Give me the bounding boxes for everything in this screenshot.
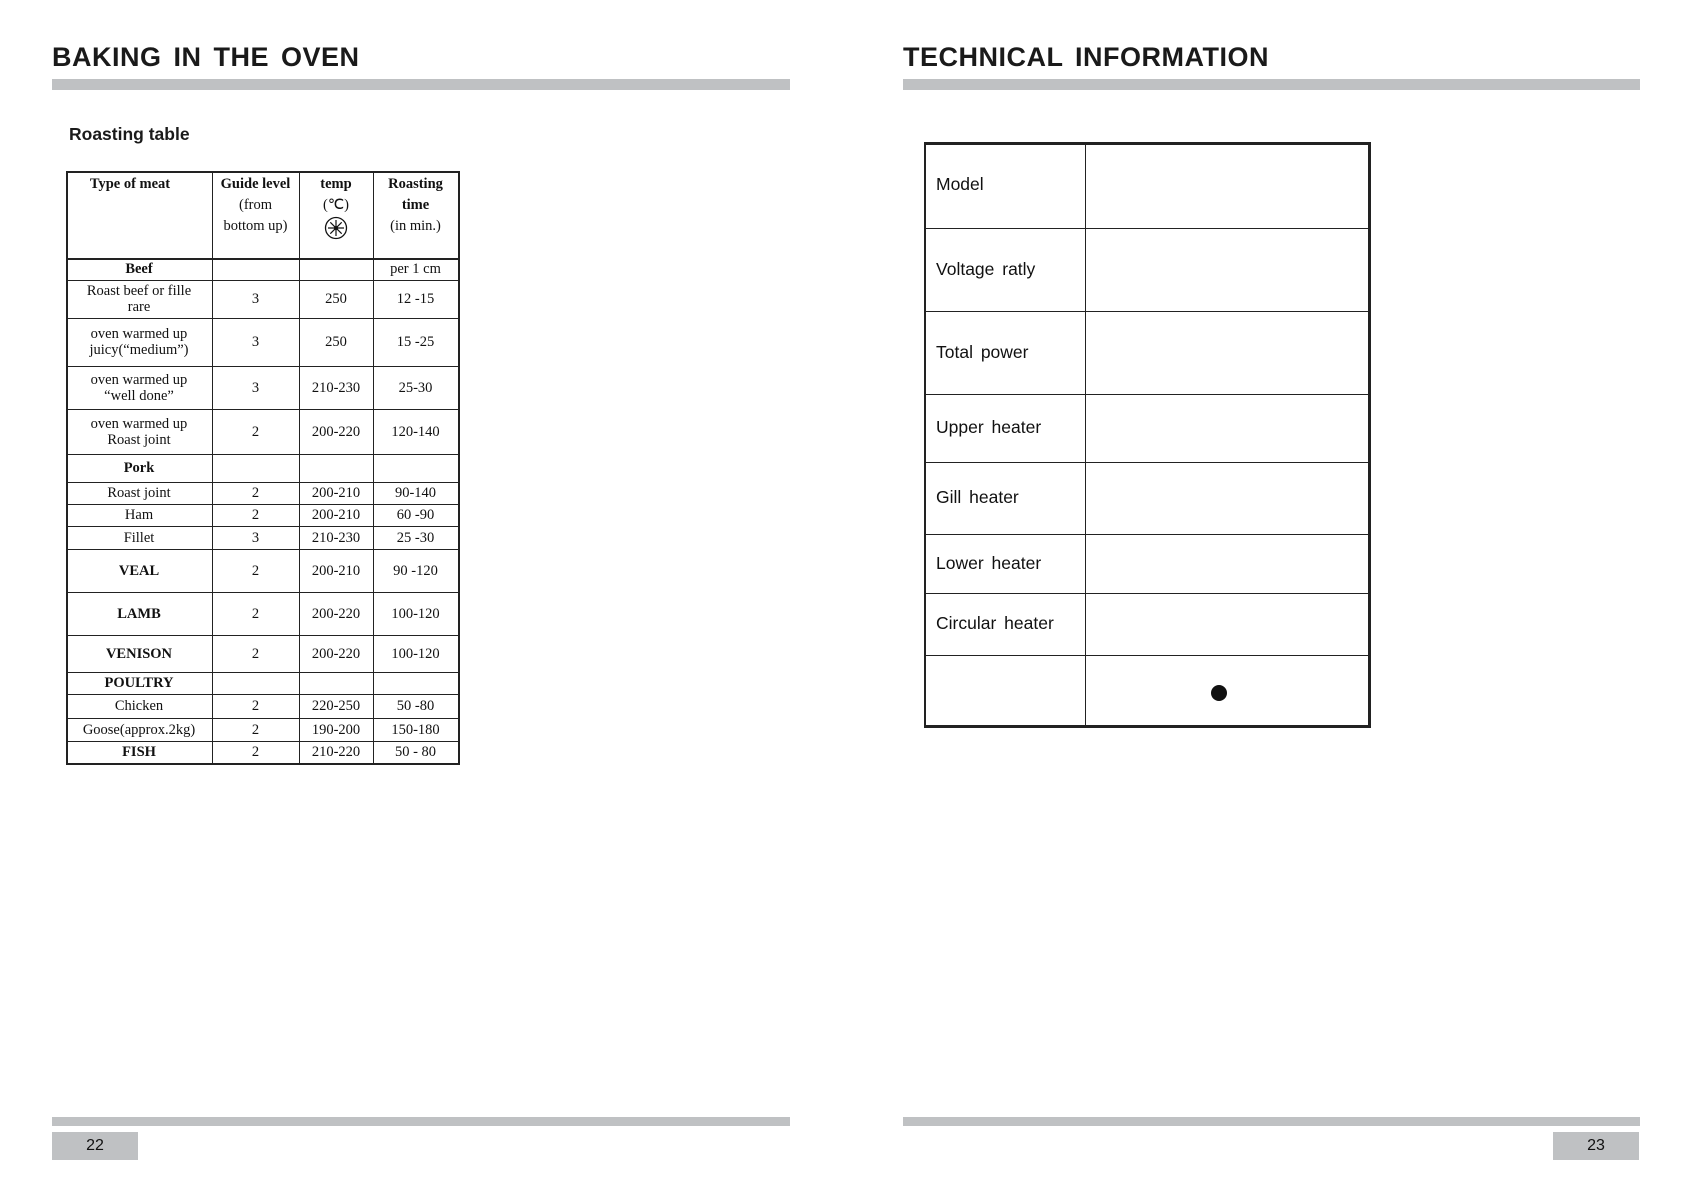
table-border (924, 725, 1371, 728)
temperature: 200-210 (311, 562, 361, 579)
guide-level: 2 (251, 605, 260, 622)
table-gridline (66, 635, 460, 636)
table-border (1368, 142, 1371, 728)
page-title: TECHNICAL INFORMATION (903, 42, 1269, 72)
meat-type: VENISON (105, 645, 173, 662)
page-title: BAKING IN THE OVEN (52, 42, 360, 72)
table-gridline (66, 366, 460, 367)
column-header: (from (238, 197, 272, 213)
roasting-time: 25-30 (398, 379, 433, 396)
table-gridline (66, 504, 460, 505)
temperature: 250 (325, 291, 347, 307)
table-gridline (924, 311, 1371, 312)
table-gridline (66, 694, 460, 695)
temperature: 210-220 (311, 744, 361, 760)
table-gridline (1085, 142, 1086, 725)
table-gridline (924, 534, 1371, 535)
guide-level: 2 (251, 562, 260, 579)
column-header: temp (320, 176, 352, 192)
roasting-time: 120-140 (391, 423, 440, 440)
guide-level: 2 (251, 507, 260, 523)
column-header: Roasting (388, 176, 443, 192)
spec-label: Voltage ratly (936, 258, 1036, 279)
temperature: 190-200 (311, 721, 361, 738)
column-header: bottom up) (223, 218, 288, 234)
roasting-time: 15 -25 (396, 334, 435, 350)
roasting-time: 90-140 (394, 485, 437, 501)
roasting-time: 60 -90 (396, 507, 435, 523)
guide-level: 2 (251, 744, 260, 760)
temperature: 200-220 (311, 605, 361, 622)
table-border (924, 142, 926, 728)
guide-level: 2 (251, 485, 260, 501)
table-gridline (66, 258, 460, 260)
meat-type: POULTRY (104, 675, 174, 691)
meat-type: oven warmed up (90, 371, 188, 388)
meat-type: oven warmed up (90, 326, 188, 342)
guide-level: 3 (251, 334, 260, 350)
bullet-dot-icon (1211, 685, 1227, 701)
guide-level: 3 (251, 529, 260, 546)
fan-icon (324, 216, 348, 240)
roasting-time: 90 -120 (393, 562, 438, 579)
spec-label: Lower heater (936, 552, 1042, 573)
table-gridline (66, 718, 460, 719)
table-gridline (66, 592, 460, 593)
meat-type: FISH (122, 744, 156, 760)
table-gridline (66, 318, 460, 319)
meat-type: Goose(approx.2kg) (82, 721, 196, 738)
table-gridline (66, 409, 460, 410)
temperature: 200-210 (311, 507, 361, 523)
meat-type: “well done” (104, 387, 174, 404)
table-gridline (66, 454, 460, 455)
meat-type: juicy(“medium”) (89, 342, 189, 358)
meat-type: Ham (124, 507, 154, 523)
spec-label: Total power (936, 341, 1029, 362)
spec-label: Upper heater (936, 417, 1042, 437)
roasting-time: 50 - 80 (394, 744, 437, 760)
meat-type: Beef (125, 261, 153, 277)
roasting-time: 50 -80 (396, 698, 435, 714)
section-title: Roasting table (69, 124, 190, 144)
table-gridline (66, 549, 460, 550)
table-gridline (66, 482, 460, 483)
column-header: Type of meat (89, 176, 171, 192)
meat-type: Chicken (114, 698, 164, 714)
column-header: Guide level (220, 176, 291, 192)
roasting-time: 100-120 (391, 605, 440, 622)
guide-level: 2 (251, 645, 260, 662)
column-header: time (401, 197, 430, 213)
temperature: 210-230 (311, 379, 361, 396)
table-gridline (66, 672, 460, 673)
header-rule (52, 79, 790, 90)
page-number: 22 (52, 1132, 138, 1160)
roasting-time: 150-180 (391, 721, 440, 738)
table-gridline (66, 280, 460, 281)
meat-type: Roast joint (107, 485, 171, 501)
meat-type: VEAL (118, 562, 160, 579)
temperature: 250 (325, 334, 347, 350)
table-gridline (924, 655, 1371, 656)
meat-type: rare (127, 299, 151, 315)
guide-level: 2 (251, 423, 260, 440)
meat-type: oven warmed up (90, 415, 188, 432)
meat-type: LAMB (117, 605, 161, 622)
roasting-time: 100-120 (391, 645, 440, 662)
table-gridline (66, 526, 460, 527)
column-header: (in min.) (390, 218, 441, 234)
table-gridline (924, 228, 1371, 229)
temperature: 200-220 (311, 423, 361, 440)
meat-type: Roast beef or fille (86, 283, 192, 299)
table-border (66, 171, 460, 173)
table-gridline (924, 462, 1371, 463)
roasting-time: 25 -30 (396, 529, 435, 546)
guide-level: 3 (251, 379, 260, 396)
roasting-time: per 1 cm (390, 261, 441, 277)
guide-level: 3 (251, 291, 260, 307)
spec-label: Circular heater (936, 613, 1054, 633)
meat-type: Fillet (123, 529, 155, 546)
temperature: 200-220 (311, 645, 361, 662)
meat-type: Pork (123, 460, 155, 476)
table-gridline (924, 394, 1371, 395)
table-gridline (66, 741, 460, 742)
footer-rule (903, 1117, 1640, 1126)
spec-label: Model (936, 174, 984, 194)
header-rule (903, 79, 1640, 90)
table-border (924, 142, 1371, 145)
footer-rule (52, 1117, 790, 1126)
guide-level: 2 (251, 721, 260, 738)
page-number: 23 (1553, 1132, 1639, 1160)
guide-level: 2 (251, 698, 260, 714)
column-header: (℃) (323, 197, 349, 213)
spec-label: Gill heater (936, 487, 1019, 507)
table-gridline (924, 593, 1371, 594)
roasting-time: 12 -15 (396, 291, 435, 307)
table-gridline (66, 763, 460, 765)
temperature: 210-230 (311, 529, 361, 546)
temperature: 200-210 (311, 485, 361, 501)
meat-type: Roast joint (107, 431, 171, 448)
temperature: 220-250 (311, 698, 361, 714)
